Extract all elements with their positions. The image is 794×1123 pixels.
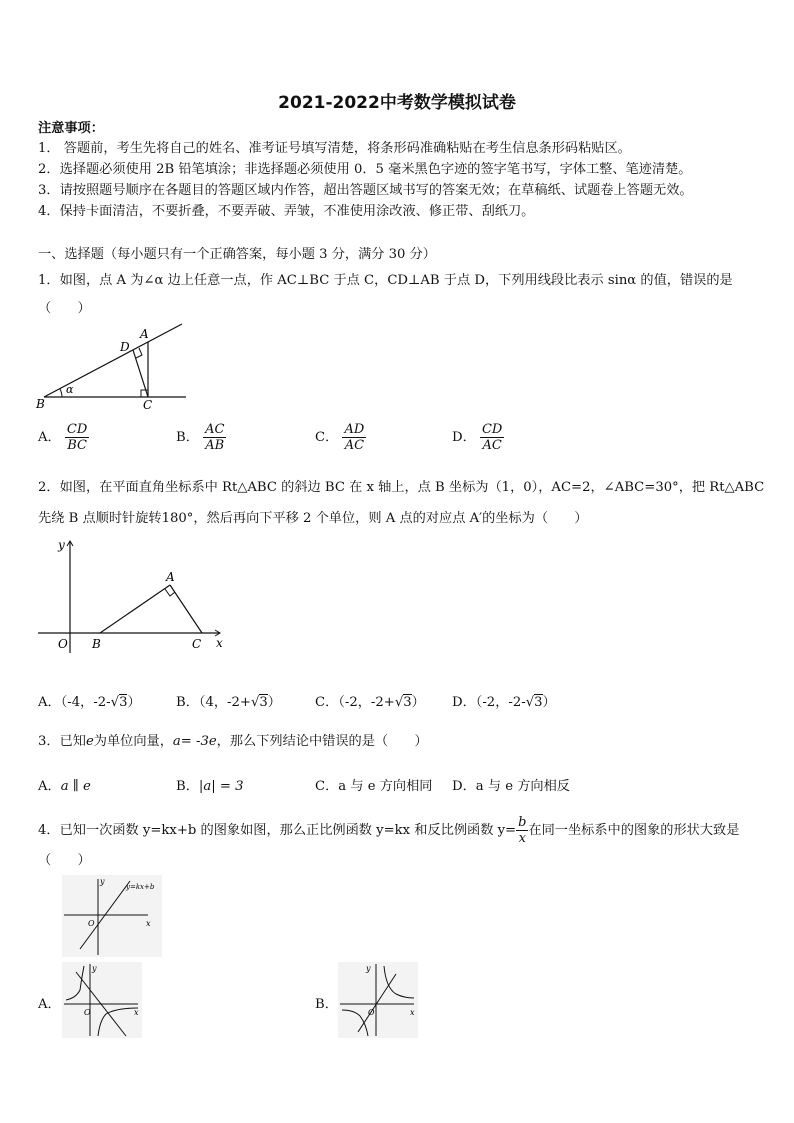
option-key: D． — [452, 430, 476, 445]
notice-item-4: 4．保持卡面清洁，不要折叠，不要弄破、弄皱，不准使用涂改液、修正带、刮纸刀。 — [38, 204, 535, 219]
numerator: b — [518, 815, 527, 830]
vector-a: a — [172, 734, 181, 749]
vector-e: e — [208, 734, 217, 749]
numerator: AC — [205, 422, 225, 437]
axis-label-y: y — [100, 877, 105, 886]
option-key: A． — [38, 695, 61, 710]
question-4-paren: （ ） — [38, 853, 91, 868]
graph-label: y=kx+b — [126, 883, 155, 891]
question-1-paren: （ ） — [38, 301, 91, 316]
fig2-label-c: C — [192, 637, 202, 651]
question-4-text — [38, 815, 739, 846]
option-text-end: ） — [411, 695, 425, 710]
denominator: AB — [205, 438, 225, 453]
axis-label-o: O — [88, 919, 95, 928]
fig2-label-x: x — [216, 636, 223, 650]
option-key: A． — [38, 779, 61, 794]
fig2-label-y: y — [58, 538, 65, 552]
q4-option-b-graph[interactable] — [338, 962, 418, 1038]
option-text: |a| = 3 — [198, 779, 244, 794]
option-text: a ∥ e — [60, 779, 91, 794]
option-key: D． — [452, 779, 476, 794]
question-2-line-2: 先绕 B 点顺时针旋转180°，然后再向下平移 2 个单位，则 A 点的对应点 A′的坐标为（ ） — [38, 511, 588, 526]
option-key: B． — [176, 695, 199, 710]
option-text: （-4，-2- — [60, 695, 111, 710]
q3-eq: = -3 — [180, 734, 209, 749]
option-key: C． — [315, 779, 339, 794]
vector-e: e — [85, 734, 94, 749]
section-heading: 一、选择题（每小题只有一个正确答案，每小题 3 分，满分 30 分） — [38, 247, 436, 262]
q3-option-d[interactable] — [452, 775, 570, 794]
option-text: a 与 e 方向相同 — [338, 779, 433, 794]
radicand: 3 — [259, 695, 268, 710]
q1-option-b[interactable] — [176, 422, 226, 453]
notice-item-3: 3．请按照题号顺序在各题目的答题区域内作答，超出答题区域书写的答案无效；在草稿纸、试题卷上答题无效。 — [38, 183, 693, 198]
question-3-text — [38, 733, 428, 751]
q2-option-c[interactable] — [315, 691, 425, 710]
numerator: CD — [481, 422, 503, 437]
fraction — [65, 422, 89, 453]
question-2-figure — [34, 535, 234, 655]
q3-pre: 3．已知 — [38, 734, 86, 749]
sqrt-sign: √ — [394, 695, 404, 710]
fig1-label-d: D — [120, 340, 130, 354]
option-text-end: ） — [267, 695, 281, 710]
sqrt-sign: √ — [250, 695, 260, 710]
q1-option-c[interactable] — [315, 422, 366, 453]
fig1-label-c: C — [143, 398, 153, 412]
page-title: 2021-2022中考数学模拟试卷 — [278, 93, 516, 113]
option-key: D． — [452, 695, 476, 710]
fig1-label-b: B — [36, 397, 45, 411]
fig2-label-o: O — [58, 637, 68, 651]
question-4-figure — [62, 875, 162, 957]
q1-option-d[interactable] — [452, 422, 504, 453]
q3-option-c[interactable] — [315, 775, 432, 794]
axis-label-x: x — [134, 1008, 139, 1017]
sqrt-sign: √ — [525, 695, 535, 710]
fraction — [342, 422, 366, 453]
radicand: 3 — [119, 695, 128, 710]
question-2-line-1: 2．如图，在平面直角坐标系中 Rt△ABC 的斜边 BC 在 x 轴上，点 B 坐标为（1，0），AC=2，∠ABC=30°，把 Rt△ABC — [38, 480, 765, 495]
axis-label-y: y — [366, 964, 371, 973]
q3-mid: 为单位向量， — [93, 734, 173, 749]
fig1-label-a: A — [140, 327, 149, 341]
question-1-text: 1．如图，点 A 为∠α 边上任意一点，作 AC⊥BC 于点 C，CD⊥AB 于点 D，下列用线段比表示 sinα 的值，错误的是 — [38, 273, 733, 288]
option-key: C． — [315, 695, 339, 710]
option-text-end: ） — [127, 695, 141, 710]
notice-item-1: 1． 答题前，考生先将自己的姓名、准考证号填写清楚，将条形码准确粘贴在考生信息条形码粘贴区。 — [38, 141, 631, 156]
option-key: A． — [38, 430, 61, 445]
q4-option-a[interactable]: A． — [38, 997, 61, 1012]
radicand: 3 — [403, 695, 412, 710]
denominator: AC — [482, 438, 502, 453]
q2-option-a[interactable] — [38, 691, 141, 710]
radicand: 3 — [534, 695, 543, 710]
axis-label-o: O — [84, 1008, 91, 1017]
option-text-end: ） — [542, 695, 556, 710]
axis-label-x: x — [146, 919, 151, 928]
fig1-label-alpha: α — [66, 383, 74, 396]
q2-option-b[interactable] — [176, 691, 281, 710]
option-key: B． — [176, 779, 199, 794]
option-text: （-2，-2- — [475, 695, 526, 710]
denominator: BC — [67, 438, 87, 453]
q4-option-a-graph[interactable] — [62, 962, 142, 1038]
q4-post: 在同一坐标系中的图象的形状大致是 — [528, 823, 740, 838]
option-key: B． — [176, 430, 199, 445]
axis-label-x: x — [410, 1008, 415, 1017]
fraction — [516, 815, 528, 846]
denominator: x — [518, 831, 526, 846]
numerator: AD — [344, 422, 365, 437]
notice-heading: 注意事项： — [38, 121, 104, 136]
fig2-label-a: A — [166, 570, 175, 584]
q3-option-a[interactable] — [38, 775, 91, 794]
option-text: （-2，-2+ — [338, 695, 395, 710]
option-text: （4，-2+ — [198, 695, 251, 710]
option-text: a 与 e 方向相反 — [475, 779, 570, 794]
q4-option-b[interactable]: B． — [315, 997, 338, 1012]
option-key: C． — [315, 430, 339, 445]
q2-option-d[interactable] — [452, 691, 556, 710]
fraction — [480, 422, 504, 453]
fraction — [203, 422, 226, 453]
q4-pre: 4．已知一次函数 y=kx+b 的图象如图，那么正比例函数 y=kx 和反比例函数 y= — [38, 823, 517, 838]
sqrt-sign: √ — [110, 695, 120, 710]
question-1-figure — [34, 322, 194, 414]
numerator: CD — [66, 422, 88, 437]
fig2-label-b: B — [92, 637, 101, 651]
q3-option-b[interactable] — [176, 775, 243, 794]
axis-label-o: O — [368, 1008, 375, 1017]
notice-item-2: 2．选择题必须使用 2B 铅笔填涂；非选择题必须使用 0．5 毫米黑色字迹的签字笔书写，字体工整、笔迹清楚。 — [38, 162, 692, 177]
q3-post: ，那么下列结论中错误的是（ ） — [216, 734, 428, 749]
axis-label-y: y — [92, 964, 97, 973]
q1-option-a[interactable] — [38, 422, 89, 453]
denominator: AC — [344, 438, 365, 453]
